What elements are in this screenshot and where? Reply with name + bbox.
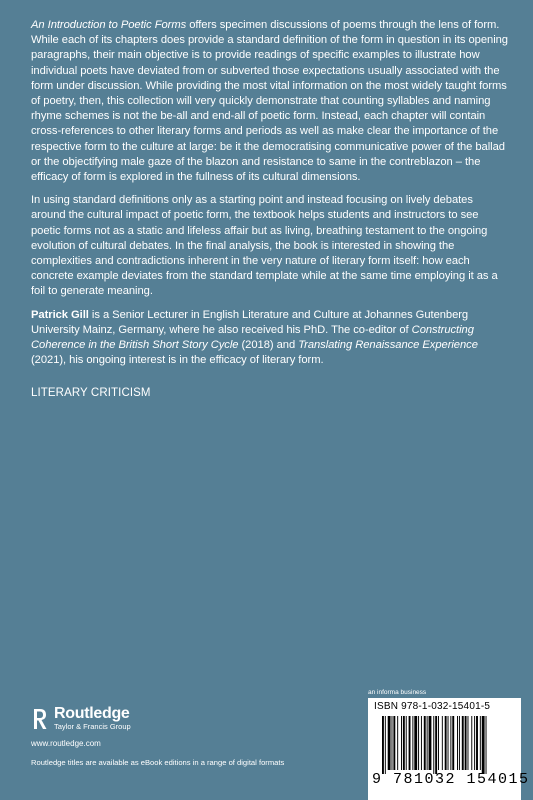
informa-label: an informa business [368, 689, 427, 696]
barcode-bar [450, 716, 451, 770]
barcode-bar [421, 716, 422, 770]
barcode-bar [448, 716, 449, 770]
publisher-url[interactable]: www.routledge.com [31, 739, 101, 748]
bio-book-1: Constructing Coherence in the British Short Story Cycle [31, 323, 474, 352]
book-title-italic: An Introduction to Poetic Forms [31, 19, 187, 31]
bio-text-1: is a Senior Lecturer in English Literature and Culture at Johannes Gutenberg University Mainz, Germany, where he also received his PhD. The co-editor of [31, 308, 469, 336]
barcode-bar [452, 716, 454, 770]
bio-text-3: (2021), his ongoing interest is in the efficacy of literary form. [31, 354, 324, 367]
barcode-bar [392, 716, 393, 770]
barcode-bar [429, 716, 432, 770]
barcode-panel [368, 698, 530, 800]
isbn-label: ISBN 978-1-032-15401-5 [374, 701, 491, 712]
blurb-paragraph-1 [31, 18, 509, 185]
barcode-bar [414, 716, 417, 770]
barcode-bar [468, 716, 469, 770]
barcode-bar [480, 716, 481, 770]
barcode-bar [401, 716, 402, 770]
barcode-bar [412, 716, 413, 770]
barcode-bar [442, 716, 443, 770]
barcode-bar [476, 716, 478, 770]
description-blurb [31, 18, 509, 376]
barcode-bar [406, 716, 407, 770]
publisher-group: Taylor & Francis Group [54, 722, 131, 731]
barcode-bar [409, 716, 411, 770]
publisher-name-block [54, 706, 131, 731]
barcode-bar [427, 716, 428, 770]
author-name: Patrick Gill [31, 308, 89, 321]
barcode-bar [459, 716, 460, 770]
ebook-note: Routledge titles are available as eBook editions in a range of digital formats [31, 758, 285, 767]
barcode-bar [388, 716, 391, 770]
barcode-bar [482, 716, 485, 774]
barcode-number: 9 781032 154015 [372, 771, 530, 788]
bio-book-2: Translating Renaissance Experience [298, 339, 478, 352]
blurb-paragraph-2: In using standard definitions only as a starting point and instead focusing on lively debates around the cultural impact of poetic form, the textbook helps students and instructors to see poetic forms not as a static and lifeless affair but as living, breathing testament to the ongoing evolution of cultural debates. In the final analysis, the book is interested in showing the complexities and contradictions inherent in the very nature of literary form itself: how each concrete example deviates from the standard template while at the same time employing it as a foil to generate meaning. [31, 194, 498, 298]
barcode-bar [435, 716, 437, 774]
barcode-bar [465, 716, 467, 770]
barcode-bar [393, 716, 395, 770]
category-label: LITERARY CRITICISM [31, 387, 151, 399]
barcode-bar [433, 716, 434, 774]
barcode-bar [471, 716, 472, 770]
bio-text-2: (2018) and [238, 339, 299, 352]
publisher-logo [31, 706, 131, 731]
barcode-graphic [382, 716, 514, 774]
barcode-bar [403, 716, 405, 770]
barcode-bar [438, 716, 439, 770]
blurb-paragraph-1-text: offers specimen discussions of poems through the lens of form. While each of its chapters does provide a standard definition of the form in question in its opening paragraphs, their main objective is to provide readings of specific examples to illustrate how individual poets have deviated from or subverted those expectations usually associated with the form under discussion. While providing the most vital information on the most widely taught forms of poetry, then, this collection will very quickly demonstrate that counting syllables and naming rhyme schemes is not the be-all and end-all of poetic form. Instead, each chapter will contain cross-references to other literary forms and periods as well as make clear the importance of the respective form to the culture at large: be it the democratising communicative power of the ballad or the objectifying male gaze of the blazon and resistance to same in the contreblazon – the efficacy of form is explored in the fullness of its cultural dimensions. [31, 19, 508, 184]
barcode-bar [445, 716, 447, 770]
barcode-bar [457, 716, 458, 770]
publisher-block [31, 706, 131, 748]
barcode-bar [397, 716, 398, 770]
barcode-bar [486, 716, 487, 774]
barcode-bar [474, 716, 475, 770]
author-bio [31, 308, 509, 369]
barcode-bar [424, 716, 426, 770]
routledge-r-icon [31, 707, 49, 731]
barcode-bar [385, 716, 386, 774]
barcode-bar [382, 716, 384, 774]
barcode-bar [462, 716, 464, 770]
barcode-bar [418, 716, 419, 770]
publisher-name: Routledge [54, 705, 130, 722]
